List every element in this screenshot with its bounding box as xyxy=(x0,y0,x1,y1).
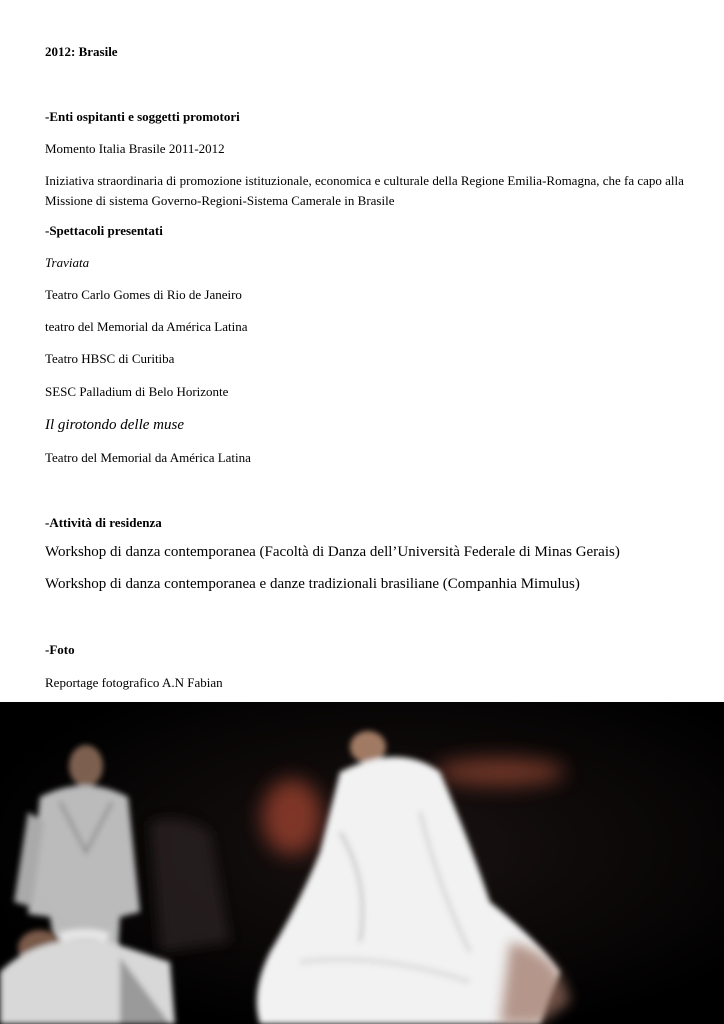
section-title-hosts: -Enti ospitanti e soggetti promotori xyxy=(45,109,240,124)
show-title-traviata: Traviata xyxy=(45,255,90,270)
photo-credit: Reportage fotografico A.N Fabian xyxy=(45,675,223,690)
venue-memorial-2: Teatro del Memorial da América Latina xyxy=(45,450,251,465)
venue-hbsc: Teatro HBSC di Curitiba xyxy=(45,351,175,366)
section-title-photo: -Foto xyxy=(45,642,75,657)
section-title-shows: -Spettacoli presentati xyxy=(45,223,163,238)
show-title-girotondo: Il girotondo delle muse xyxy=(45,417,185,433)
hosts-line-description: Iniziativa straordinaria di promozione istituzionale, economica e culturale della Regione Emilia-Romagna, che fa capo alla Missione di sistema Governo-Regioni-Sistema Camerale in Brasile xyxy=(45,173,684,208)
residency-workshop-1: Workshop di danza contemporanea (Facoltà di Danza dell’Università Federale di Minas Gerais) xyxy=(45,544,620,560)
hosts-line-event: Momento Italia Brasile 2011-2012 xyxy=(45,141,225,156)
page-heading: 2012: Brasile xyxy=(45,44,118,59)
dance-photo-illustration xyxy=(0,702,724,1024)
residency-workshop-2: Workshop di danza contemporanea e danze tradizionali brasiliane (Companhia Mimulus) xyxy=(45,576,580,592)
venue-sesc: SESC Palladium di Belo Horizonte xyxy=(45,384,229,399)
venue-carlo-gomes: Teatro Carlo Gomes di Rio de Janeiro xyxy=(45,287,242,302)
section-title-residency: -Attività di residenza xyxy=(45,515,162,530)
dance-photograph xyxy=(0,702,724,1024)
venue-memorial: teatro del Memorial da América Latina xyxy=(45,319,248,334)
